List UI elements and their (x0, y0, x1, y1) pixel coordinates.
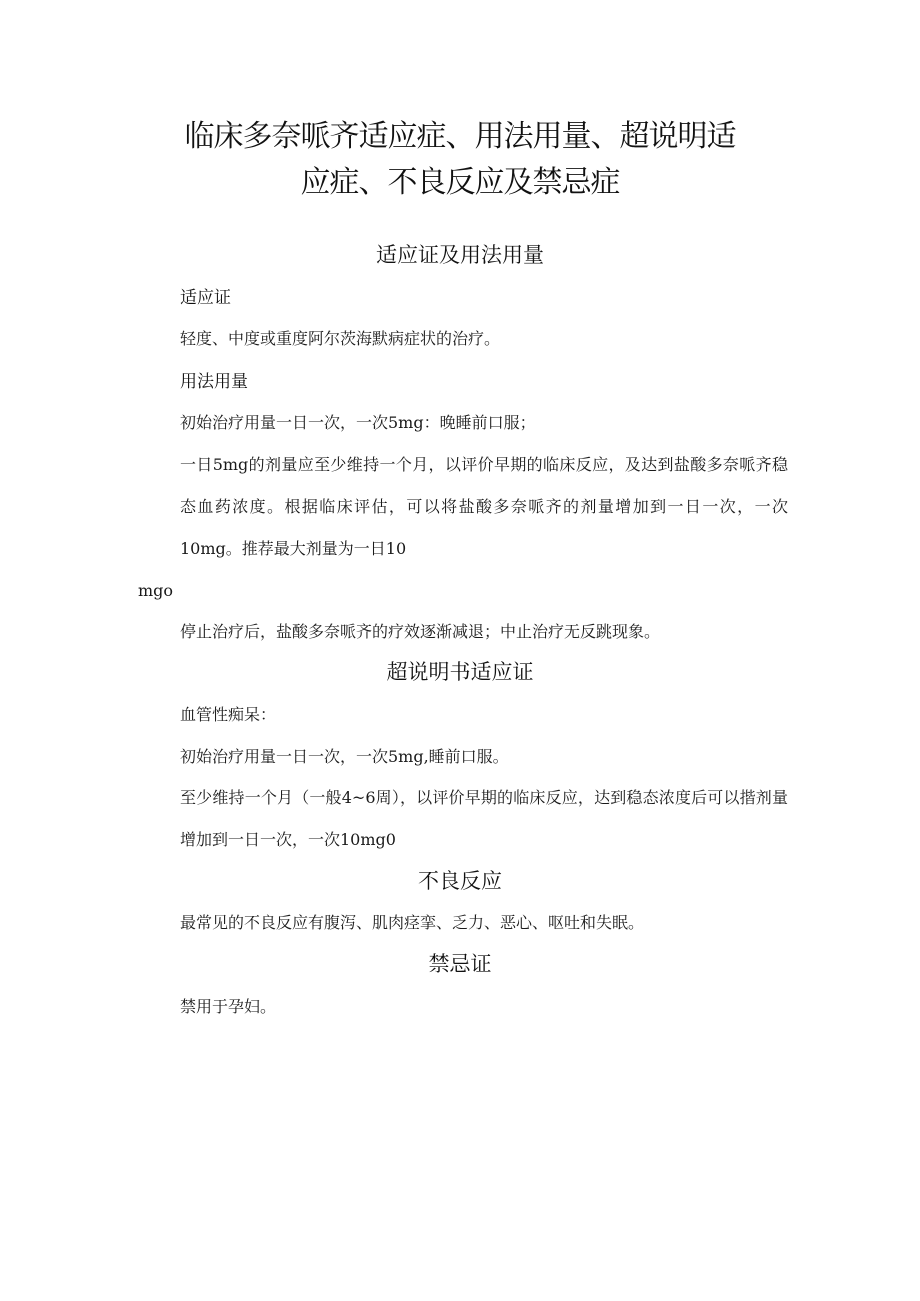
section-heading-off-label: 超说明书适应证 (386, 660, 534, 684)
dosage-paragraph-3: 停止治疗后，盐酸多奈哌齐的疗效逐渐减退；中止治疗无反跳现象。 (180, 622, 661, 641)
off-label-paragraph-3 (138, 777, 788, 861)
section-heading-adverse: 不良反应 (418, 869, 502, 893)
adverse-paragraph-1: 最常见的不良反应有腹泻、肌肉痉挛、乏力、恶心、呕吐和失眠。 (180, 913, 645, 932)
document-title (120, 114, 800, 206)
indication-text: 轻度、中度或重度阿尔茨海默病症状的治疗。 (180, 329, 501, 348)
off-label-paragraph-3-text: 至少维持一个月（一般4~6周），以评价早期的临床反应，达到稳态浓度后可以揩剂量增加到一日一次，一次10mg0 (180, 788, 788, 849)
section-heading-indications-dosage: 适应证及用法用量 (376, 243, 544, 267)
contraindications-paragraph-1: 禁用于孕妇。 (180, 997, 277, 1016)
off-label-paragraph-1: 血管性痴呆： (180, 705, 277, 724)
title-line-1: 临床多奈哌齐适应症、用法用量、超说明适 (184, 119, 736, 154)
dosage-paragraph-1: 初始治疗用量一日一次，一次5mg：晚睡前口服； (180, 413, 536, 432)
dosage-paragraph-2-text: 一日5mg的剂量应至少维持一个月，以评价早期的临床反应，及达到盐酸多奈哌齐稳态血药浓度。根据临床评估，可以将盐酸多奈哌齐的剂量增加到一日一次，一次10mg。推荐最大剂量为一日10 (180, 455, 788, 558)
title-line-2: 应症、不良反应及禁忌症 (300, 165, 620, 200)
dosage-paragraph-2-tail: mgo (138, 581, 174, 600)
dosage-label: 用法用量 (180, 372, 248, 392)
off-label-paragraph-2: 初始治疗用量一日一次，一次5mg,睡前口服。 (180, 747, 509, 766)
indication-label: 适应证 (180, 288, 231, 308)
section-heading-contraindications: 禁忌证 (428, 952, 492, 976)
dosage-paragraph-2 (138, 444, 788, 570)
